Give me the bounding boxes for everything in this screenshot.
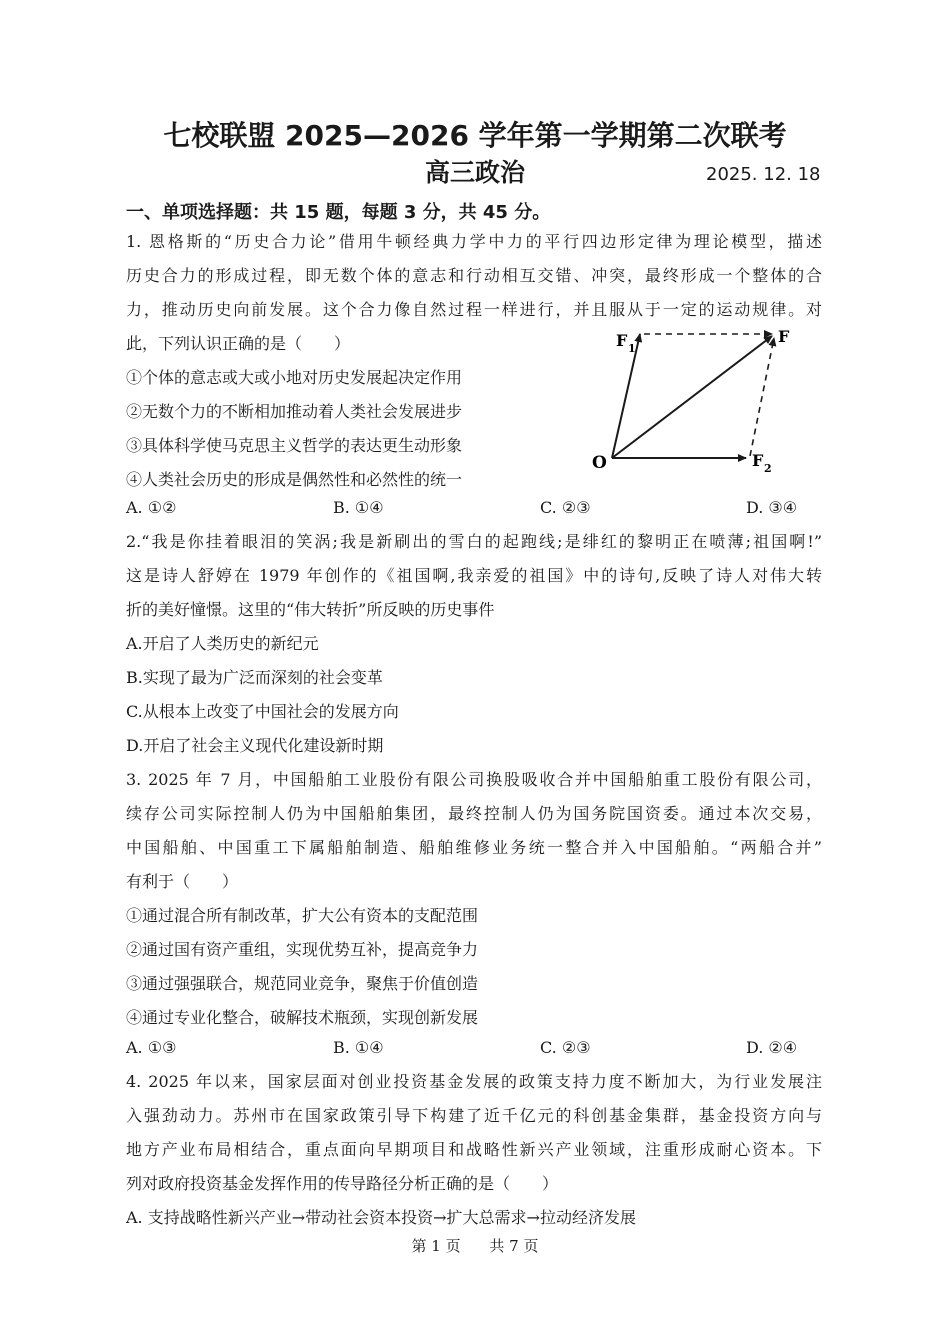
label-f2: F bbox=[752, 451, 764, 470]
q1-stem-line: 历史合力的形成过程，即无数个体的意志和行动相互交错、冲突，最终形成一个整体的合 bbox=[126, 266, 822, 285]
q1-stem-line: 力，推动历史向前发展。这个合力像自然过程一样进行，并且服从于一定的运动规律。对 bbox=[126, 300, 822, 319]
q3-stem-line: 有利于（ ） bbox=[126, 872, 239, 891]
q4-stem-line: 入强劲动力。苏州市在国家政策引导下构建了近千亿元的科创基金集群，基金投资方向与 bbox=[126, 1106, 822, 1125]
page-total: 共 7 页 bbox=[489, 1237, 539, 1255]
dashed-right-edge bbox=[750, 338, 774, 456]
section-heading: 一、单项选择题：共 15 题，每题 3 分，共 45 分。 bbox=[126, 202, 551, 223]
page-footer bbox=[0, 1235, 950, 1257]
q1-statement: ④人类社会历史的形成是偶然性和必然性的统一 bbox=[126, 470, 463, 489]
exam-subject: 高三政治 bbox=[424, 158, 525, 187]
q3-statement: ④通过专业化整合，破解技术瓶颈，实现创新发展 bbox=[126, 1008, 479, 1027]
force-parallelogram-diagram bbox=[586, 318, 816, 488]
q4-stem-line: 地方产业布局相结合，重点面向早期项目和战略性新兴产业领域，注重形成耐心资本。下 bbox=[126, 1140, 822, 1159]
q3-option-c: C. ②③ bbox=[540, 1038, 591, 1057]
q3-statement: ③通过强强联合，规范同业竞争，聚焦于价值创造 bbox=[126, 974, 479, 993]
exam-date: 2025. 12. 18 bbox=[706, 164, 821, 185]
q3-statement: ②通过国有资产重组，实现优势互补，提高竞争力 bbox=[126, 940, 479, 959]
q3-stem-line: 续存公司实际控制人仍为中国船舶集团，最终控制人仍为国务院国资委。通过本次交易， bbox=[126, 804, 822, 823]
q1-statement: ③具体科学使马克思主义哲学的表达更生动形象 bbox=[126, 436, 463, 455]
q1-stem-line: 此，下列认识正确的是（ ） bbox=[126, 334, 351, 353]
q4-option-a: A. 支持战略性新兴产业→带动社会资本投资→扩大总需求→拉动经济发展 bbox=[126, 1208, 636, 1227]
q1-statement: ②无数个力的不断相加推动着人类社会发展进步 bbox=[126, 402, 463, 421]
label-o: O bbox=[592, 453, 607, 473]
q2-stem-line: 折的美好憧憬。这里的“伟大转折”所反映的历史事件 bbox=[126, 600, 495, 619]
q3-statement: ①通过混合所有制改革，扩大公有资本的支配范围 bbox=[126, 906, 479, 925]
q2-stem-line: 这是诗人舒婷在 1979 年创作的《祖国啊,我亲爱的祖国》中的诗句,反映了诗人对伟大转 bbox=[126, 566, 822, 585]
q3-stem-line: 3. 2025 年 7 月，中国船舶工业股份有限公司换股吸收合并中国船舶重工股份有限公司， bbox=[126, 770, 822, 789]
q3-stem-line: 中国船舶、中国重工下属船舶制造、船舶维修业务统一整合并入中国船舶。“两船合并” bbox=[126, 838, 822, 857]
q1-option-c: C. ②③ bbox=[540, 498, 591, 517]
q2-option-d: D.开启了社会主义现代化建设新时期 bbox=[126, 736, 384, 755]
q1-statement: ①个体的意志或大或小地对历史发展起决定作用 bbox=[126, 368, 463, 387]
q4-stem-line: 4. 2025 年以来，国家层面对创业投资基金发展的政策支持力度不断加大，为行业发展注 bbox=[126, 1072, 822, 1091]
q2-option-c: C.从根本上改变了中国社会的发展方向 bbox=[126, 702, 399, 721]
label-f: F bbox=[778, 327, 790, 346]
label-f2-subscript: 2 bbox=[764, 462, 772, 475]
q1-option-b: B. ①④ bbox=[333, 498, 384, 517]
q1-option-a: A. ①② bbox=[126, 498, 177, 517]
q1-option-d: D. ③④ bbox=[746, 498, 798, 517]
q2-option-b: B.实现了最为广泛而深刻的社会变革 bbox=[126, 668, 383, 687]
q2-stem-line: 2.“我是你挂着眼泪的笑涡;我是新刷出的雪白的起跑线;是绯红的黎明正在喷薄;祖国啊!” bbox=[126, 532, 822, 551]
label-f1-subscript: 1 bbox=[628, 342, 636, 355]
label-f1: F bbox=[616, 331, 628, 350]
q3-option-b: B. ①④ bbox=[333, 1038, 384, 1057]
q2-option-a: A.开启了人类历史的新纪元 bbox=[126, 634, 319, 653]
exam-title: 七校联盟 2025—2026 学年第一学期第二次联考 bbox=[163, 119, 787, 152]
q3-option-a: A. ①③ bbox=[126, 1038, 177, 1057]
page-number: 第 1 页 bbox=[411, 1237, 461, 1255]
q4-stem-line: 列对政府投资基金发挥作用的传导路径分析正确的是（ ） bbox=[126, 1174, 559, 1193]
q1-stem-line: 1. 恩格斯的“历史合力论”借用牛顿经典力学中力的平行四边形定律为理论模型，描述 bbox=[126, 232, 822, 251]
q3-option-d: D. ②④ bbox=[746, 1038, 798, 1057]
